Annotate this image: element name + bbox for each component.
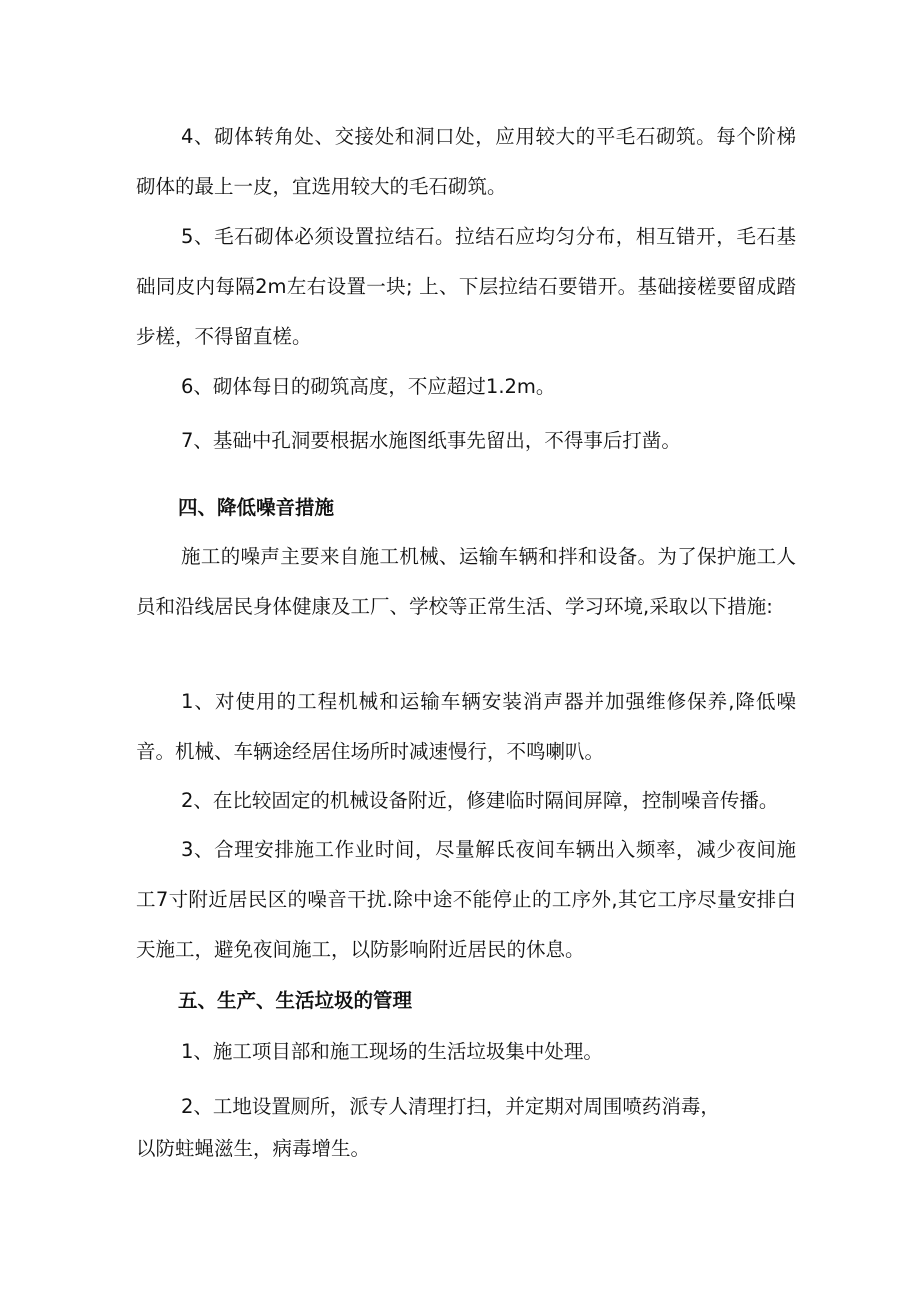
paragraph-item-4: 4、砌体转角处、交接处和洞口处，应用较大的平毛石砌筑。每个阶梯砌体的最上一皮，宜选用较大的毛石砌筑。 xyxy=(136,125,796,198)
section-heading-4: 四、降低噪音措施 xyxy=(178,496,335,519)
section-5-item-2-line-2: 以防蛀蝇滋生，病毒增生。 xyxy=(136,1137,371,1160)
section-5-item-2-line-1: 2、工地设置厕所，派专人清理打扫，并定期对周围喷药消毒， xyxy=(181,1095,720,1118)
section-5-item-1: 1、施工项目部和施工现场的生活垃圾集中处理。 xyxy=(181,1040,603,1063)
section-4-intro: 施工的噪声主要来自施工机械、运输车辆和拌和设备。为了保护施工人员和沿线居民身体健康及工厂、学校等正常生活、学习环境,采取以下措施: xyxy=(136,545,796,618)
paragraph-item-7: 7、基础中孔洞要根据水施图纸事先留出，不得事后打凿。 xyxy=(181,429,681,452)
paragraph-item-5: 5、毛石砌体必须设置拉结石。拉结石应均匀分布，相互错开，毛石基础同皮内每隔2m左右设置一块; 上、下层拉结石要错开。基础接槎要留成踏步槎，不得留直槎。 xyxy=(136,225,796,348)
paragraph-item-6: 6、砌体每日的砌筑高度，不应超过1.2m。 xyxy=(181,375,556,398)
section-heading-5: 五、生产、生活垃圾的管理 xyxy=(178,989,413,1012)
section-4-item-1: 1、对使用的工程机械和运输车辆安装消声器并加强维修保养,降低噪音。机械、车辆途经居住场所时减速慢行，不鸣喇叭。 xyxy=(136,690,796,763)
section-4-item-2: 2、在比较固定的机械设备附近，修建临时隔间屏障，控制噪音传播。 xyxy=(181,789,779,812)
section-4-item-3: 3、合理安排施工作业时间，尽量解氐夜间车辆出入频率，减少夜间施工7寸附近居民区的噪音干扰.除中途不能停止的工序外,其它工序尽量安排白天施工，避免夜间施工，以防影响附近居民的休息。 xyxy=(136,838,796,961)
